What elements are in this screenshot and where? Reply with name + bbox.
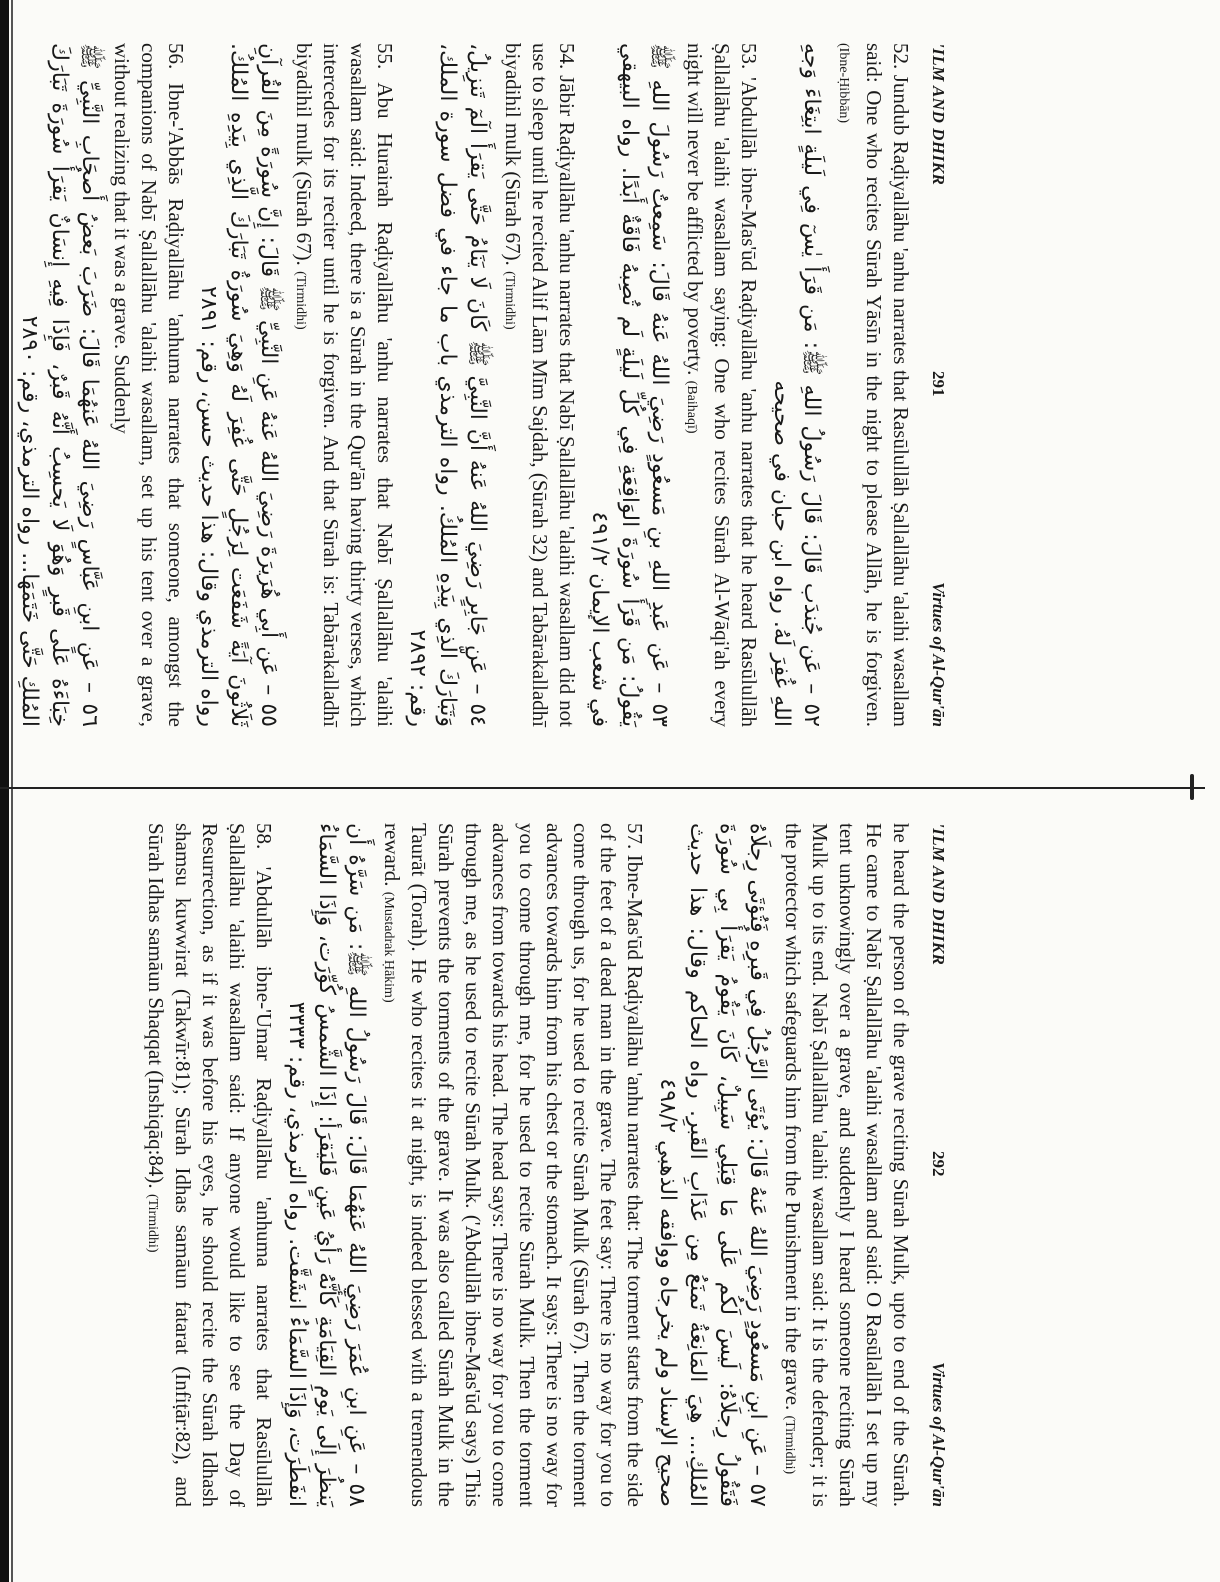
header-right: Virtues of Al-Qur'ān — [929, 1362, 948, 1507]
hadith-55-arabic: ٥٥ – عَن أَبِي هُرَيرَةَ رَضِيَ اللهُ عَنهُ عَنِ النَّبِيِّ ﷺ قَالَ: إِنَّ سُورَةً مِنَ القُرآنِ ثَلَاثُونَ آيَةً شَفَعَت لِرَجُلٍ حَتَّى غُفِرَ لَهُ وَهِيَ سُورَةُ تَبَارَكَ الَّذِي بِيَدِهِ المُلكُ. رواه الترمذي وقال: هذا حديث حسن، رقم: ٢٨٩١ — [196, 43, 281, 727]
header-left: 'ILM AND DHIKR — [929, 43, 948, 186]
page-291 — [0, 25, 960, 745]
hadith-52-text: 52. Jundub Raḍiyallāhu 'anhu narrates that Rasūlullāh Ṣallallāhu 'alaihi wasallam said: One who recites Sūrah Yāsīn in the night to please Allāh, he is forgiven. (Ibne-Ḥibbān) — [836, 43, 913, 727]
hadith-58-arabic: ٥٨ – عَنِ ابنِ عُمَرَ رَضِيَ اللهُ عَنهُمَا قَالَ: قَالَ رَسُولُ اللهِ ﷺ: مَن سَرَّهُ أَن يَنظُرَ إِلَى يَومِ القِيَامَةِ كَأَنَّهُ رَأيُ عَينٍ فَليَقرَأ: إِذَا الشَّمسُ كُوِّرَت، وَإِذَا السَّمَاءُ انفَطَرَت، وَإِذَا السَّمَاءُ انشَقَّت. رواه الترمذي، رقم: ٣٣٣٣ — [284, 823, 369, 1507]
hadith-53-text: 53. 'Abdullāh ibne-Mas'ūd Raḍiyallāhu 'anhu narrates that he heard Rasūlullāh Ṣallallāhu 'alaihi wasallam saying: One who recites Sūrah Al-Wāqi'ah every night will never be afflicted by poverty. (Baihaqī) — [683, 43, 761, 727]
header-right: Virtues of Al-Qur'ān — [929, 582, 948, 727]
hadith-57-text: 57. Ibne-Mas'ūd Raḍiyallāhu 'anhu narrates that: The torment starts from the side of the feet of a dead man in the grave. The feet say: There is no way for you to come through us, for he used to recite Sūrah Mulk (Sūrah 67). Then the torment advances towards him from his chest or the stomach. It says: There is no way for you to come through me, for he used to recite Sūrah Mulk. Then the torment advances from towards his head. The head says: There is no way for you to come through me, as he used to recite Sūrah Mulk. ('Abdullāh ibne-Mas'ūd says) This Sūrah prevents the torments of the grave. It was also called Sūrah Mulk in the Taurāt (Torah). He who recites it at night, is indeed blessed with a tremendous reward. (Mustadrak Ḥākim) — [380, 823, 647, 1507]
hadith-55-text: 55. Abu Hurairah Raḍiyallāhu 'anhu narrates that Nabī Ṣallallāhu 'alaihi wasallam said: Indeed, there is a Sūrah in the Qur'ān having thirty verses, which intercedes for its reciter until he is forgiven. And that Sūrah is: Tabārakalladhī biyadihil mulk (Sūrah 67). (Tirmidhi) — [292, 43, 397, 727]
page-number: 291 — [929, 371, 948, 397]
hadith-53-arabic: ٥٣ – عَن عَبدِ اللهِ بنِ مَسعُودٍ رَضِيَ اللهُ عَنهُ قَالَ: سَمِعتُ رَسُولَ اللهِ ﷺ يَقُولُ: مَن قَرَأَ سُورَةَ الوَاقِعَةِ فِي كُلِّ لَيلَةٍ لَم تُصِبهُ فَاقَةٌ أَبَدًا. رواه البيهقي في شعب الإيمان ٤٩١/٢ — [587, 43, 672, 727]
hadith-54-arabic: ٥٤ – عَن جَابِرٍ رَضِيَ اللهُ عَنهُ أَنَّ النَّبِيَّ ﷺ كَانَ لَا يَنَامُ حَتَّى يَقرَأَ الٓمٓ تَنزِيلُ، وَتَبَارَكَ الَّذِي بِيَدِهِ المُلكُ. رواه الترمذي باب ما جاء في فضل سورة الملك، رقم: ٢٨٩٢ — [405, 43, 490, 727]
hadith-56-arabic: ٥٦ – عَنِ ابنِ عَبَّاسٍ رَضِيَ اللهُ عَنهُمَا قَالَ: ضَرَبَ بَعضُ أَصحَابِ النَّبِيِّ ﷺ خِبَاءَهُ عَلَى قَبرٍ وَهُوَ لَا يَحسِبُ أَنَّهُ قَبرٌ، فَإِذَا فِيهِ إِنسَانٌ يَقرَأُ سُورَةَ تَبَارَكَ المُلكِ حَتَّى خَتَمَهَا... رواه الترمذي، رقم: ٢٨٩٠ — [17, 43, 102, 727]
header-left: 'ILM AND DHIKR — [929, 823, 948, 966]
hadith-57-arabic: ٥٧ – عَنِ ابنِ مَسعُودٍ رَضِيَ اللهُ عَنهُ قَالَ: يُؤتَى الرَّجُلُ فِي قَبرِهِ فَتُؤتَى رِجلَاهُ فَتَقُولُ رِجلَاهُ: لَيسَ لَكُم عَلَى مَا قِبَلِي سَبِيلٌ، كَانَ يَقُومُ يَقرَأُ بِي سُورَةَ المُلكِ... هِيَ المَانِعَةُ تَمنَعُ مِن عَذَابِ القَبرِ. رواه الحاكم وقال: هذا حديث صحيح الإسناد ولم يخرجاه ووافقه الذهبي ٤٩٨/٢ — [655, 823, 770, 1507]
hadith-58-text: 58. 'Abdullāh ibne-'Umar Raḍiyallāhu 'anhuma narrates that Rasūlullāh Ṣallallāhu 'alaihi wasallam said: If anyone would like to see the Day of Resurrection, as if it was before his eyes, he should recite the Sūrah Idhash shamsu kuwwirat (Takwīr:81); Sūrah Idhas samāun fatarat (Infiṭār:82), and Sūrah Idhas samāun Shaqqat (Inshiqāq:84). (Tirmidhi) — [144, 823, 276, 1507]
page-fold-line — [0, 787, 1205, 789]
page-fold-mark — [1190, 774, 1194, 800]
hadith-56-text: 56. Ibne-'Abbās Raḍiyallāhu 'anhuma narrates that someone, amongst the companions of Nabī Ṣallallāhu 'alaihi wasallam, set up his tent over a grave, without realizing that it was a grave. Suddenly — [110, 43, 188, 727]
running-header — [928, 823, 948, 1507]
page-292 — [0, 805, 960, 1525]
hadith-52-arabic: ٥٢ – عَن جُندَب قَالَ: قَالَ رَسُولُ اللهِ ﷺ: مَن قَرَأَ يٰسٓ فِي لَيلَةٍ ابتِغَاءَ وَجهِ اللهِ غُفِرَ لَهُ. رواه ابن حبان في صحيحه — [769, 43, 824, 727]
hadith-56-continued: he heard the person of the grave reciting Sūrah Mulk, upto to end of the Sūrah. He came to Nabī Ṣallallāhu 'alaihi wasallam and said: O Rasūlallāh I set up my tent unknowingly over a grave, and suddenly I heard someone reciting Sūrah Mulk up to its end. Nabī Ṣallallāhu 'alaihi wasallam said: It is the defender; it is the protector which safeguards him from the Punishment in the grave. (Tirmidhi) — [781, 823, 913, 1507]
hadith-54-text: 54. Jābir Raḍiyallāhu 'anhu narrates that Nabī Ṣallallāhu 'alaihi wasallam did not use to sleep until he recited Alif Lām Mīm Sajdah, (Sūrah 32) and Tabārakalladhī biyadihil mulk (Sūrah 67). (Tirmidhi) — [501, 43, 579, 727]
page-number: 292 — [929, 1151, 948, 1177]
running-header — [928, 43, 948, 727]
